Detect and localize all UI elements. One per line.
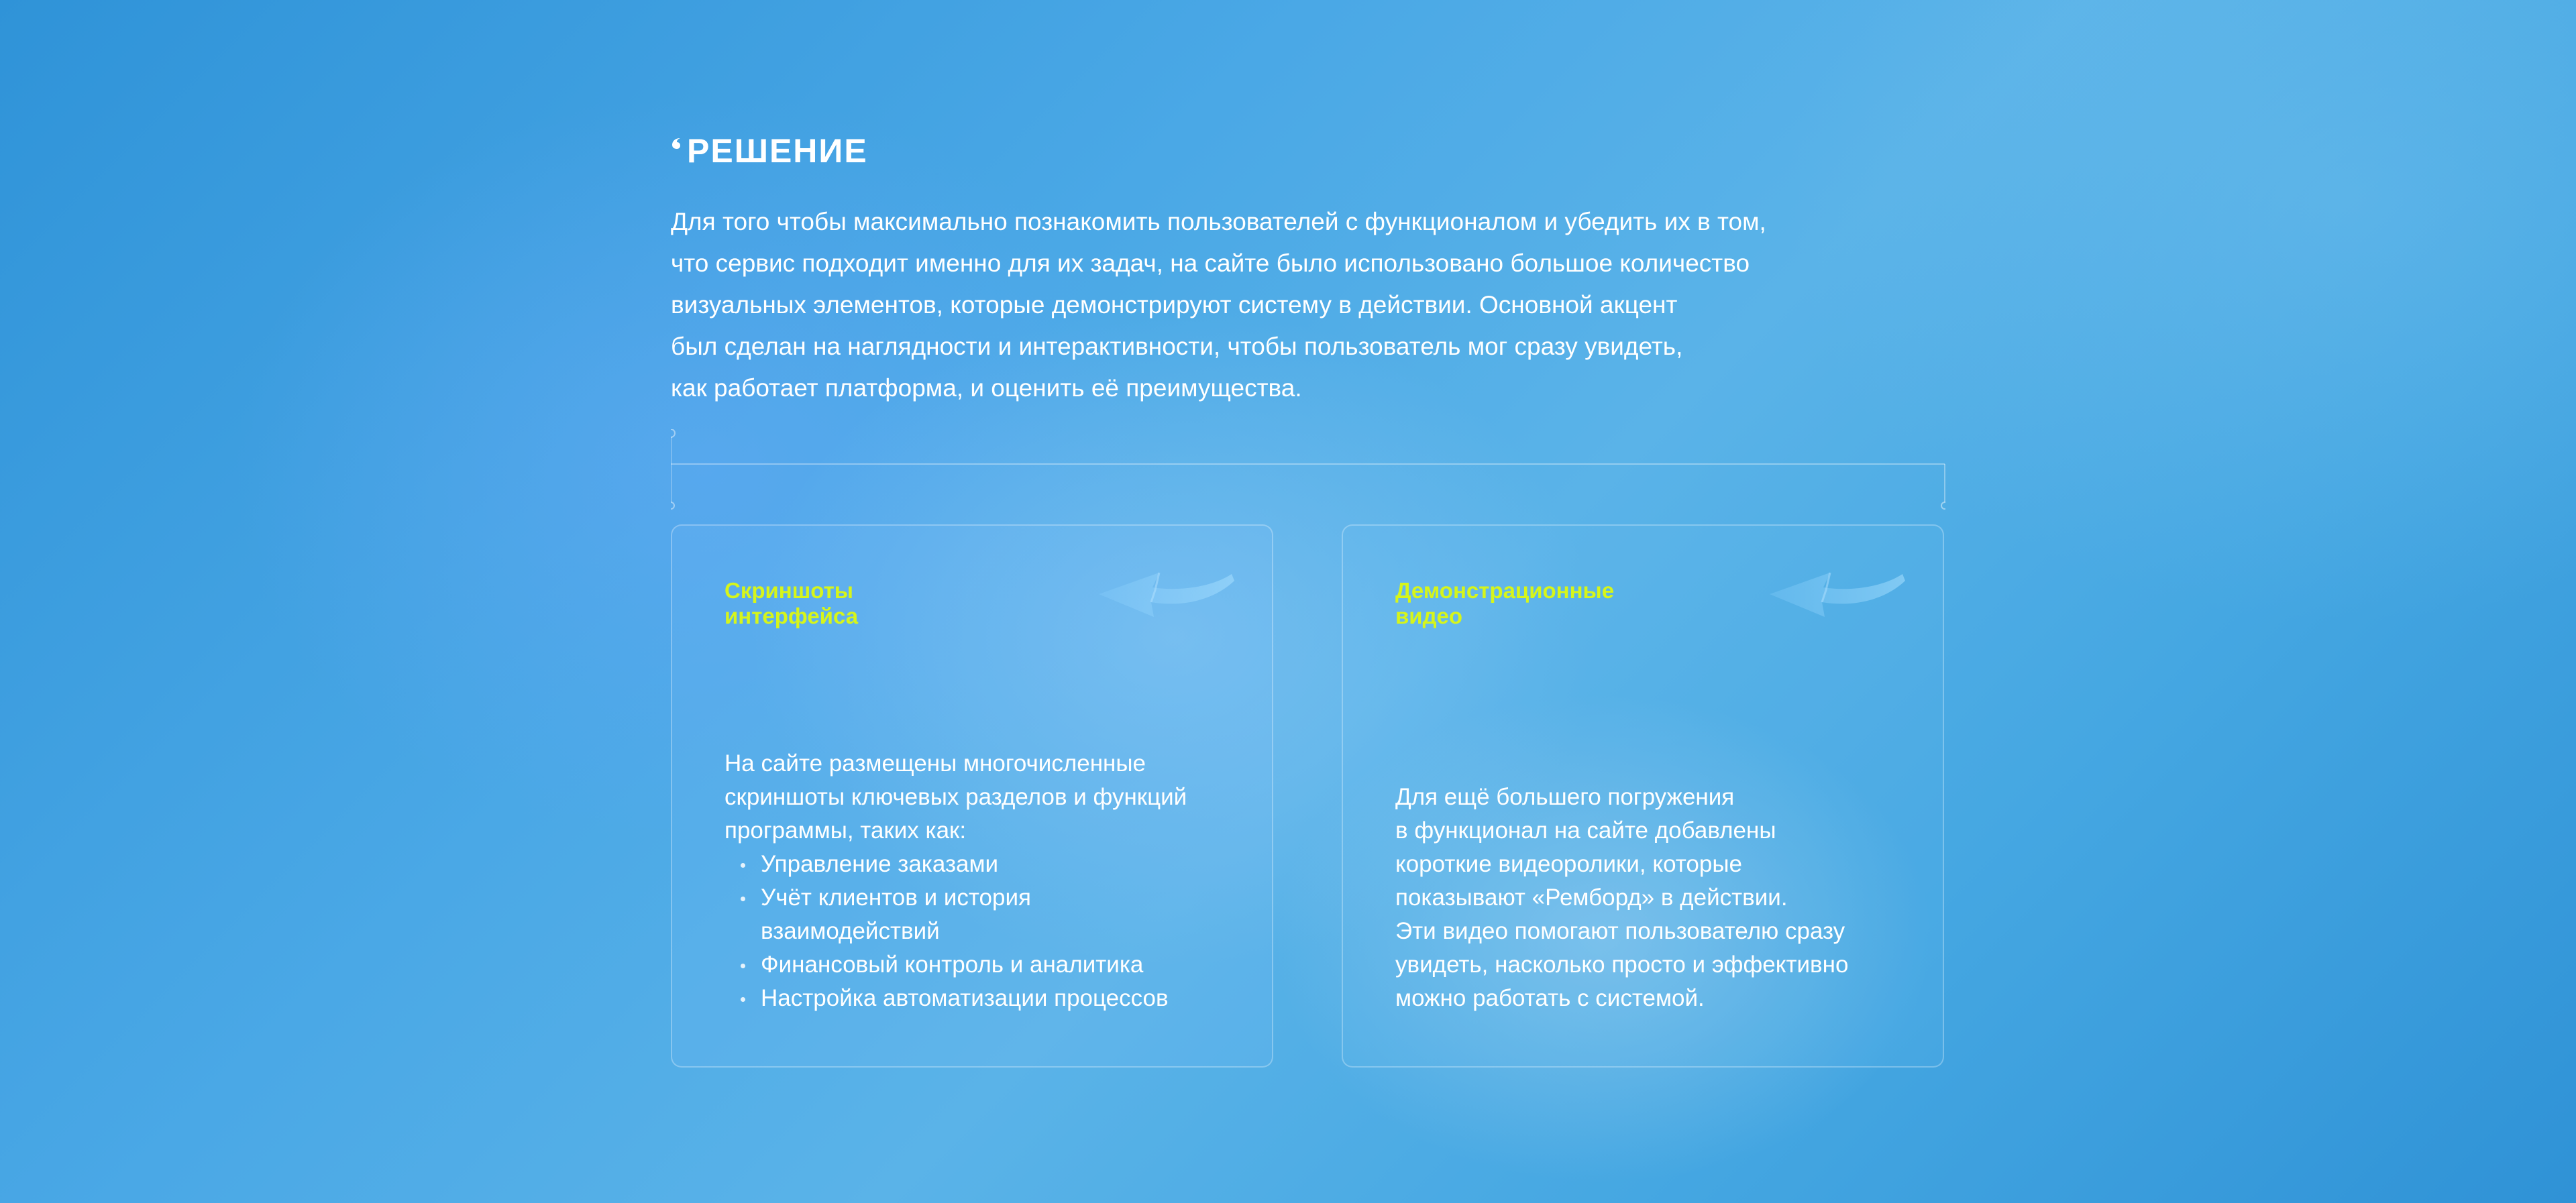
section-title: РЕШЕНИЕ xyxy=(687,132,868,170)
card-title xyxy=(1395,578,1664,629)
card-text-line: можно работать с системой. xyxy=(1395,985,1705,1011)
intro-line: визуальных элементов, которые демонстрируют систему в действии. Основной акцент xyxy=(671,291,1678,319)
card-title-line: Скриншоты xyxy=(724,578,853,603)
list-item: Управление заказами xyxy=(761,848,1234,881)
list-item: Настройка автоматизации процессов xyxy=(761,982,1234,1015)
card-body xyxy=(724,747,1234,1015)
list-item: Финансовый контроль и аналитика xyxy=(761,948,1234,982)
list-item xyxy=(761,881,1234,948)
card-text-line: На сайте размещены многочисленные xyxy=(724,750,1146,777)
section-heading xyxy=(671,127,1945,174)
arrow-left-icon xyxy=(1768,561,1909,628)
intro-line: что сервис подходит именно для их задач, на сайте было использовано большое количество xyxy=(671,249,1750,277)
card-text-line: Эти видео помогают пользователю сразу xyxy=(1395,918,1845,944)
quote-mark-icon xyxy=(671,137,684,156)
arrow-left-icon xyxy=(1097,561,1238,628)
intro-line: Для того чтобы максимально познакомить пользователей с функционалом и убедить их в том, xyxy=(671,208,1766,235)
intro-paragraph xyxy=(671,201,1945,409)
list-item-text: Учёт клиентов и история xyxy=(761,884,1031,911)
card-title-line: интерфейса xyxy=(724,604,859,628)
card-text-line: показывают «Ремборд» в действии. xyxy=(1395,884,1788,911)
card-text-line: программы, таких как: xyxy=(724,817,967,844)
connector-bracket xyxy=(671,429,1945,510)
card-text-line: в функционал на сайте добавлены xyxy=(1395,817,1776,844)
solution-section xyxy=(671,127,1945,1011)
card-title-line: видео xyxy=(1395,604,1463,628)
card-title-line: Демонстрационные xyxy=(1395,578,1615,603)
card-demo-videos xyxy=(1342,524,1944,1068)
card-body xyxy=(1395,781,1905,1015)
feature-list xyxy=(724,848,1234,1015)
intro-line: как работает платформа, и оценить её преимущества. xyxy=(671,374,1302,402)
card-text-line: Для ещё большего погружения xyxy=(1395,784,1735,810)
card-text-line: скриншоты ключевых разделов и функций xyxy=(724,784,1187,810)
card-screenshots xyxy=(671,524,1273,1068)
feature-cards xyxy=(671,524,1945,1069)
card-title xyxy=(724,578,993,629)
intro-line: был сделан на наглядности и интерактивности, чтобы пользователь мог сразу увидеть, xyxy=(671,333,1683,360)
list-item-text: взаимодействий xyxy=(761,918,940,944)
card-text-line: короткие видеоролики, которые xyxy=(1395,851,1742,877)
card-text-line: увидеть, насколько просто и эффективно xyxy=(1395,952,1849,978)
